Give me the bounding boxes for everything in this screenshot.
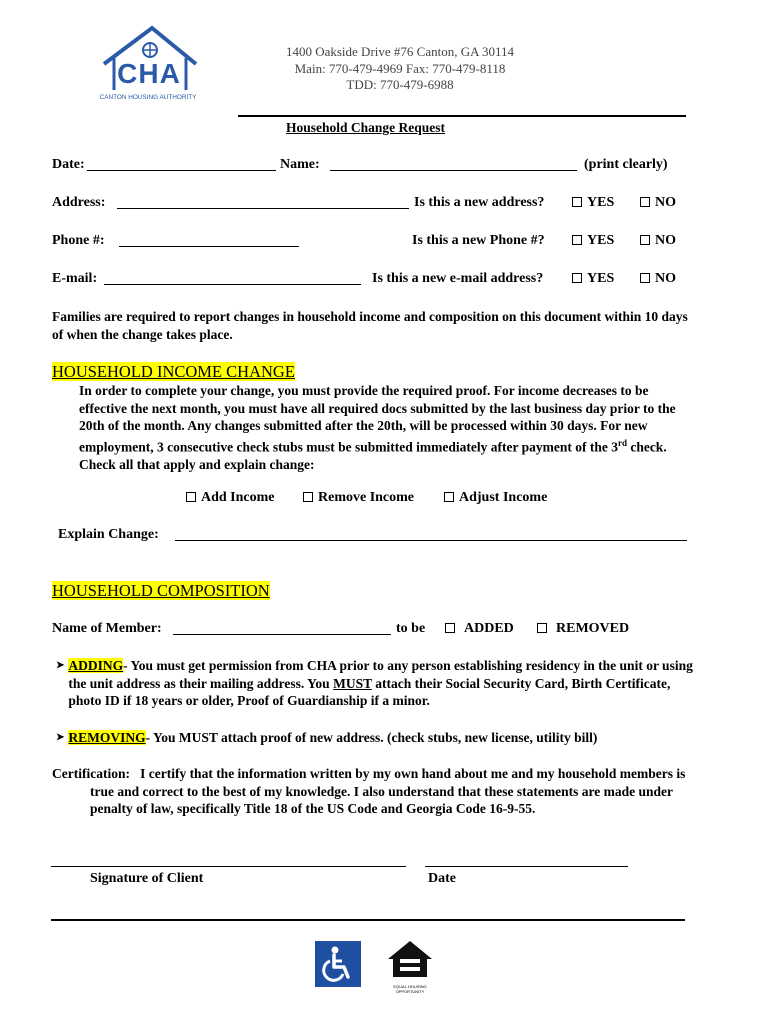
new-address-no-option[interactable]: NO: [640, 195, 676, 211]
signature-date-label: Date: [428, 871, 456, 886]
address-field[interactable]: [117, 208, 409, 209]
email-label: E-mail:: [52, 271, 98, 286]
adding-bullet: ➤ ADDING- You must get permission from CHA prior to any person establishing residency in the unit or using the unit address as their mailing address. You MUST attach their Social Security Card, Birth Certificate, photo ID if 18 years or older, Proof of Guardianship if a minor.: [56, 658, 693, 708]
org-tdd: TDD: 770-479-6988: [346, 77, 454, 92]
composition-section-title: HOUSEHOLD COMPOSITION: [52, 581, 270, 600]
arrow-bullet-icon: ➤: [56, 732, 65, 743]
checkbox[interactable]: [572, 235, 582, 245]
add-income-option[interactable]: Add Income: [186, 490, 275, 506]
removing-bullet: ➤ REMOVING- You MUST attach proof of new address. (check stubs, new license, utility bill): [56, 730, 598, 745]
client-signature-label: Signature of Client: [90, 871, 204, 886]
checkbox[interactable]: [572, 197, 582, 207]
checkbox[interactable]: [537, 623, 547, 633]
explain-change-field[interactable]: [175, 540, 687, 541]
checkbox[interactable]: [640, 235, 650, 245]
new-address-question: Is this a new address?: [414, 195, 545, 210]
new-email-yes-option[interactable]: YES: [572, 271, 614, 287]
checkbox[interactable]: [640, 273, 650, 283]
checkbox[interactable]: [640, 197, 650, 207]
form-title: Household Change Request: [286, 120, 446, 135]
checkbox[interactable]: [186, 492, 196, 502]
date-field[interactable]: [87, 170, 276, 171]
new-email-no-option[interactable]: NO: [640, 271, 676, 287]
income-section-title: HOUSEHOLD INCOME CHANGE: [52, 362, 295, 381]
header-address-block: [240, 44, 560, 94]
logo-subtext: CANTON HOUSING AUTHORITY: [99, 94, 197, 101]
new-address-yes-option[interactable]: YES: [572, 195, 614, 211]
certification-block: Certification: I certify that the information written by my own hand about me and my household members is true and correct to the best of my knowledge. I also understand that these statements are made under penalty of law, specifically Title 18 of the US Code and Georgia Code 16-9-55.: [52, 766, 686, 816]
equal-housing-icon: [386, 939, 434, 994]
client-signature-field[interactable]: [51, 866, 406, 867]
added-option[interactable]: ADDED: [445, 621, 514, 637]
explain-change-label: Explain Change:: [58, 527, 159, 542]
checkbox[interactable]: [444, 492, 454, 502]
remove-income-option[interactable]: Remove Income: [303, 490, 414, 506]
phone-field[interactable]: [119, 246, 299, 247]
date-label: Date:: [52, 157, 85, 172]
footer-rule: [51, 919, 685, 921]
header-rule: [238, 115, 686, 117]
member-name-field[interactable]: [173, 634, 391, 635]
checkbox[interactable]: [572, 273, 582, 283]
org-address: 1400 Oakside Drive #76 Canton, GA 30114: [285, 44, 515, 59]
signature-date-field[interactable]: [425, 866, 628, 867]
checkbox[interactable]: [303, 492, 313, 502]
new-phone-question: Is this a new Phone #?: [412, 233, 545, 248]
new-phone-yes-option[interactable]: YES: [572, 233, 614, 249]
adjust-income-option[interactable]: Adjust Income: [444, 490, 547, 506]
arrow-bullet-icon: ➤: [56, 660, 65, 671]
print-clearly-note: (print clearly): [584, 157, 668, 172]
cha-logo: [92, 24, 204, 106]
address-label: Address:: [52, 195, 106, 210]
phone-label: Phone #:: [52, 233, 105, 248]
wheelchair-icon: [315, 941, 361, 987]
member-name-label: Name of Member:: [52, 621, 162, 636]
new-email-question: Is this a new e-mail address?: [372, 271, 544, 286]
equal-housing-text: EQUAL HOUSING OPPORTUNITY: [393, 984, 427, 994]
checkbox[interactable]: [445, 623, 455, 633]
org-phones: Main: 770-479-4969 Fax: 770-479-8118: [294, 60, 506, 76]
income-instructions: In order to complete your change, you must provide the required proof. For income decreases to be effective the next month, you must have all required docs submitted by the last business day prior to the 20th of the month. Any changes submitted after the 20th, will be processed within 30 days. For new employment, 3 consecutive check stubs must be submitted immediately after payment of the 3rd check. Check all that apply and explain change:: [79, 383, 676, 472]
new-phone-no-option[interactable]: NO: [640, 233, 676, 249]
removed-option[interactable]: REMOVED: [537, 621, 629, 637]
name-label: Name:: [280, 157, 320, 172]
reporting-notice: Families are required to report changes in household income and composition on this document within 10 days of when the change takes place.: [52, 309, 688, 342]
email-field[interactable]: [104, 284, 361, 285]
logo-text: CHA: [117, 58, 181, 89]
to-be-label: to be: [396, 621, 426, 636]
name-field[interactable]: [330, 170, 577, 171]
